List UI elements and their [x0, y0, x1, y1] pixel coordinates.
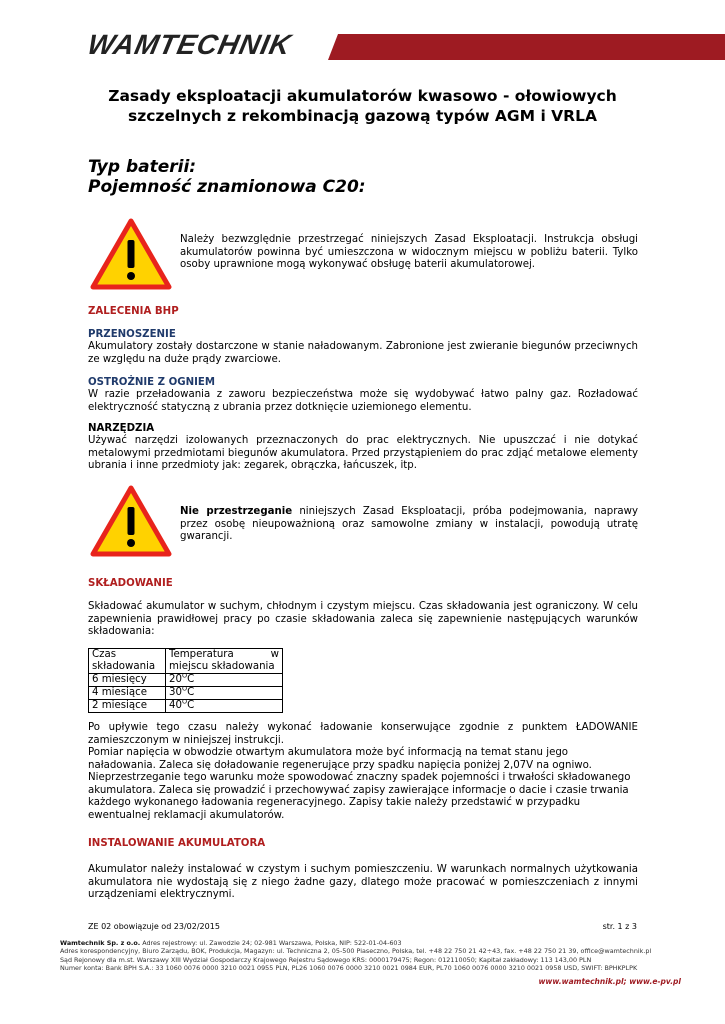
company-line-2: Adres korespondencyjny, Biuro Zarządu, BOK, Produkcja, Magazyn: ul. Techniczna 2, 05-500 Piaseczno, Polska, tel. +48 22 750 21 42÷43, fax. +48 22 750 21 39, office@wamtechnik.pl: [60, 947, 652, 956]
row-time: 6 miesięcy: [89, 674, 166, 687]
company-logo: WAMTECHNIK: [84, 29, 295, 60]
company-line-4: Numer konta: Bank BPH S.A.: 33 1060 0076 0000 3210 0021 0955 PLN, PL26 1060 0076 0000 3210 0021 0984 EUR, PL70 1060 0076 0000 3210 0021 0958 USD, SWIFT: BPHKPLPK: [60, 964, 638, 973]
warning-text-2-rest: niniejszych Zasad Eksploatacji, próba podejmowania, naprawy przez osobę nieupoważnioną oraz samowolne zmiany w instalacji, powodują utratę gwarancji.: [180, 506, 638, 543]
row-temp: $40^OC$: [166, 700, 283, 713]
fire-heading: OSTROŻNIE Z OGNIEM: [88, 377, 216, 388]
storage-table: [88, 648, 283, 713]
header-temp-line-2: miejscu składowania: [169, 661, 275, 672]
table-row: [89, 700, 283, 713]
section-bhp-heading: ZALECENIA BHP: [88, 306, 179, 317]
warning-text-2: [180, 506, 638, 544]
transport-heading: PRZENOSZENIE: [88, 329, 176, 340]
storage-text: Składować akumulator w suchym, chłodnym i czystym miejscu. Czas składowania jest ograniczony. W celu zapewnienia prawidłowej pracy po czasie składowania zaleca się zapewnienie następujących warunków składowania:: [88, 601, 638, 638]
transport-text: Akumulatory zostały dostarczone w stanie naładowanym. Zabronione jest zwieranie biegunów przeciwnych ze względu na duże prądy zwarciowe.: [88, 341, 638, 365]
header-time-line-2: składowania: [92, 661, 156, 672]
footer-page-number: str. 1 z 3: [602, 922, 637, 931]
company-details: [60, 939, 682, 973]
page-header: [0, 30, 725, 62]
battery-capacity-label: Pojemność znamionowa C20:: [88, 177, 366, 197]
header-red-bar: [328, 34, 725, 60]
row-temp: $30^OC$: [166, 687, 283, 700]
warning-text-2-bold: Nie przestrzeganie: [180, 506, 293, 517]
title-line-2: szczelnych z rekombinacją gazową typów AGM i VRLA: [128, 107, 597, 125]
row-time: 2 miesiące: [89, 700, 166, 713]
install-text: Akumulator należy instalować w czystym i suchym pomieszczeniu. W warunkach normalnych użytkowania akumulatora nie wydostają się z niego żadne gazy, dlatego może pracować w pomieszczeniach z innymi urządzeniami elektrycznymi.: [88, 864, 638, 901]
battery-info: [88, 157, 366, 197]
after-table-text-1: Po upływie tego czasu należy wykonać ładowanie konserwujące zgodnie z punktem ŁADOWANIE zamieszczonym w niniejszej instrukcji.: [88, 722, 638, 746]
header-temp: [166, 649, 283, 674]
header-time-line-1: Czas: [92, 649, 117, 660]
after-table-text-2: Pomiar napięcia w obwodzie otwartym akumulatora może być informacją na temat stanu jego naładowania. Zaleca się doładowanie regenerujące przy spadku napięcia poniżej 2,07V na ogniwo. Nieprzestrzeganie tego warunku może spowodować znaczny spadek pojemności i trwałości składowanego akumulatora. Zaleca się prowadzić i przechowywać zapisy zawierające informacje o dacie i czasie trwania każdego wykonanego ładowania regeneracyjnego. Zapisy takie należy przedstawić w przypadku ewentualnej reklamacji akumulatorów.: [88, 747, 631, 821]
tools-text: Używać narzędzi izolowanych przeznaczonych do prac elektrycznych. Nie upuszczać i nie dotykać metalowymi przedmiotami biegunów akumulatora. Przed przystąpieniem do prac zdjąć metalowe elementy ubrania i inne przedmioty jak: zegarek, obrączka, łańcuszek, itp.: [88, 435, 638, 472]
header-temp-word: Temperatura: [169, 649, 234, 660]
install-heading: INSTALOWANIE AKUMULATORA: [88, 838, 266, 849]
fire-text: W razie przeładowania z zaworu bezpieczeństwa może się wydobywać łatwo palny gaz. Rozładować elektryczność statyczną z ubrania przez dotknięcie uziemionego elementu.: [88, 389, 638, 413]
title-line-1: Zasady eksploatacji akumulatorów kwasowo - ołowiowych: [108, 87, 617, 105]
row-time: 4 miesiące: [89, 687, 166, 700]
row-temp: $20^OC$: [166, 674, 283, 687]
warning-text-1: Należy bezwzględnie przestrzegać niniejszych Zasad Eksploatacji. Instrukcja obsługi akumulatorów powinna być umieszczona w widocznym miejscu w pobliżu baterii. Tylko osoby uprawnione mogą wykonywać obsługę baterii akumulatorowej.: [180, 234, 638, 271]
footer-validity: ZE 02 obowiązuje od 23/02/2015: [88, 922, 220, 931]
company-line-1: [60, 939, 682, 947]
company-name: Wamtechnik Sp. z o.o.: [60, 939, 141, 947]
storage-heading: SKŁADOWANIE: [88, 578, 173, 589]
tools-heading: NARZĘDZIA: [88, 423, 155, 434]
company-address: Adres rejestrowy: ul. Zawodzie 24; 02-981 Warszawa, Polska, NIP: 522-01-04-603: [140, 939, 402, 947]
footer-websites[interactable]: www.wamtechnik.pl; www.e-pv.pl: [538, 977, 681, 986]
header-temp-line-1: [169, 649, 279, 661]
document-title: [60, 86, 665, 126]
storage-table-header: [89, 649, 283, 674]
warning-triangle-icon: [90, 218, 172, 290]
battery-type-label: Typ baterii:: [88, 157, 197, 177]
header-time: [89, 649, 166, 674]
header-temp-w: w: [270, 649, 279, 660]
company-line-3: Sąd Rejonowy dla m.st. Warszawy XIII Wydział Gospodarczy Krajowego Rejestru Sądowego KRS: 0000179475; Regon: 012110050; Kapitał zakładowy: 113 143,00 PLN: [60, 955, 592, 964]
warning-triangle-icon-2: [90, 485, 172, 557]
